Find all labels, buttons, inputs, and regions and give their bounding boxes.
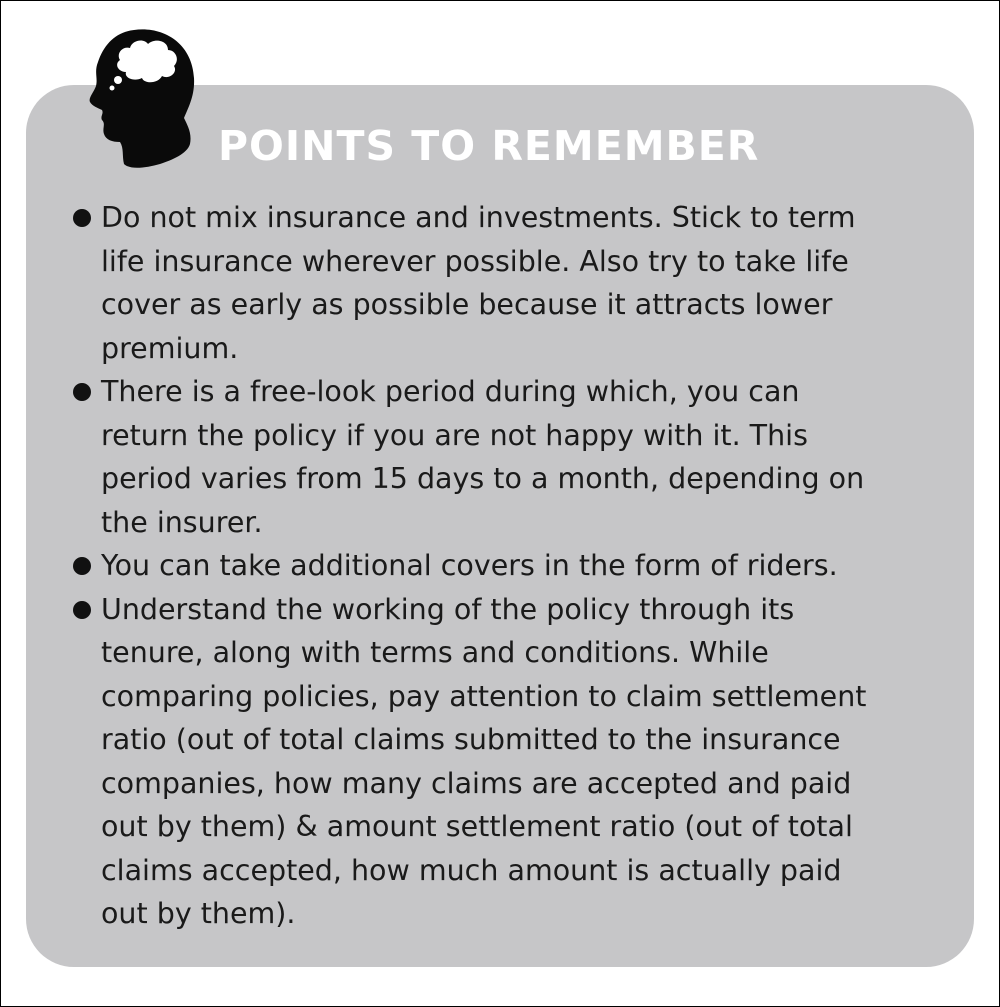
point-text-line: ratio (out of total claims submitted to the insurance [101,723,841,756]
point-text-line: out by them) & amount settlement ratio (out of total [101,810,853,843]
point-text-line: claims accepted, how much amount is actually paid [101,853,842,887]
list-item [70,370,950,544]
point-text-line: Understand the working of the policy through its [101,592,795,626]
point-text-line: premium. [101,331,239,365]
point-text-line: out by them). [101,897,296,930]
point-text-line: cover as early as possible because it attracts lower [101,288,833,321]
point-text-line: comparing policies, pay attention to claim settlement [101,679,867,713]
point-text-line: period varies from 15 days to a month, depending on [101,462,865,495]
point-text-line: companies, how many claims are accepted and paid [101,766,852,800]
point-text-line: You can take additional covers in the form of riders. [101,549,838,582]
point-text-line: return the policy if you are not happy with it. This [101,418,808,452]
list-item [70,544,950,588]
point-text-line: the insurer. [101,505,263,539]
point-text-line: There is a free-look period during which, you can [101,375,800,408]
bullet-icon [73,601,91,619]
point-text-line: tenure, along with terms and conditions. While [101,636,769,669]
bullet-icon [73,557,91,575]
point-text-line: Do not mix insurance and investments. Stick to term [101,201,856,234]
page-title: POINTS TO REMEMBER [218,122,760,170]
list-item [70,588,950,936]
head-with-thought-cloud-icon [80,26,200,172]
bullet-icon [73,383,91,401]
points-list [70,196,950,936]
list-item [70,196,950,370]
bullet-icon [73,209,91,227]
point-text-line: life insurance wherever possible. Also try to take life [101,244,849,278]
